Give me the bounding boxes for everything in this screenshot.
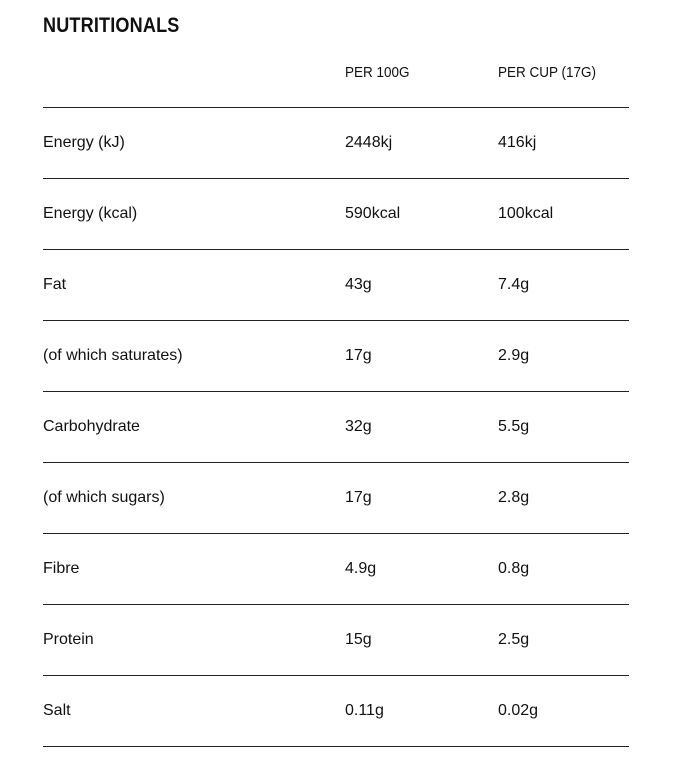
row-value-per-cup: 416kj	[498, 134, 537, 151]
row-value-per-100g: 32g	[345, 418, 372, 435]
row-value-per-100g: 43g	[345, 276, 372, 293]
row-label: Fat	[43, 276, 67, 293]
row-label: (of which saturates)	[43, 347, 183, 364]
page-title: NUTRITIONALS	[43, 14, 180, 37]
row-value-per-100g: 17g	[345, 489, 372, 506]
row-value-per-cup: 2.9g	[498, 347, 530, 364]
table-row	[43, 676, 629, 747]
table-row	[43, 392, 629, 463]
nutrition-table	[43, 36, 629, 747]
row-label: Energy (kcal)	[43, 205, 138, 222]
row-value-per-100g: 2448kj	[345, 134, 393, 151]
table-row	[43, 250, 629, 321]
table-row	[43, 179, 629, 250]
row-label: (of which sugars)	[43, 489, 165, 506]
row-value-per-cup: 7.4g	[498, 276, 530, 293]
table-row	[43, 605, 629, 676]
row-label: Fibre	[43, 560, 80, 577]
row-label: Protein	[43, 631, 94, 648]
row-value-per-100g: 15g	[345, 631, 372, 648]
row-label: Carbohydrate	[43, 418, 140, 435]
column-header-per-100g: PER 100G	[345, 64, 410, 81]
table-row	[43, 534, 629, 605]
row-value-per-cup: 2.8g	[498, 489, 530, 506]
table-row	[43, 108, 629, 179]
row-value-per-100g: 0.11g	[345, 702, 384, 719]
table-header	[43, 36, 629, 108]
row-value-per-cup: 0.8g	[498, 560, 530, 577]
row-value-per-cup: 100kcal	[498, 205, 554, 222]
row-value-per-100g: 17g	[345, 347, 372, 364]
row-value-per-100g: 590kcal	[345, 205, 401, 222]
row-value-per-cup: 2.5g	[498, 631, 530, 648]
row-value-per-100g: 4.9g	[345, 560, 377, 577]
table-row	[43, 321, 629, 392]
row-value-per-cup: 0.02g	[498, 702, 539, 719]
table-row	[43, 463, 629, 534]
row-label: Salt	[43, 702, 71, 719]
row-value-per-cup: 5.5g	[498, 418, 530, 435]
row-label: Energy (kJ)	[43, 134, 125, 151]
column-header-per-cup: PER CUP (17G)	[498, 64, 597, 81]
